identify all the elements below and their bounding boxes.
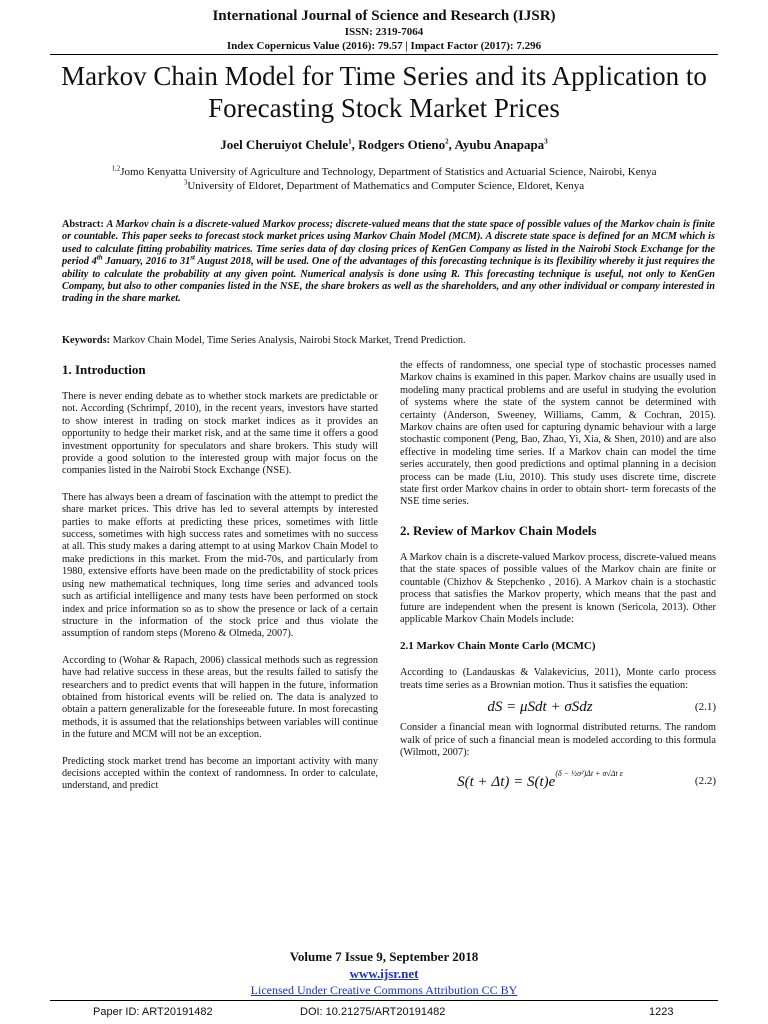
author-list: Joel Cheruiyot Chelule$^1$, Rodgers Otieno$^2$, Ayubu Anapapa$^3$ [220,137,548,152]
author-sup: 1 [348,137,352,146]
equation-number: (2.2) [694,775,716,788]
abstract-text-part: January, 2016 to 31 [102,256,191,268]
keywords [62,335,715,347]
section-heading: 1. Introduction [62,362,146,377]
abstract-text-part: A Markov chain is a discrete-valued Markov process; discrete-valued means that the state space of possible values of the Markov chain is finite or countable. This paper seeks to forecast stock market prices using Markov Chain Model (MCM). A discrete state space is defined for an MCM which is used to calculate fitting probability matrices. Time series data of day closing prices of KenGen Company as listed in the Nairobi Stock Exchange for the period 4 [62,219,715,268]
paragraph: Predicting stock market trend has become an important activity with many decisions accepted within the context of randomness. In order to calculate, understand, and predict [62,755,378,792]
section-heading: 2. Review of Markov Chain Models [400,522,597,538]
abstract-text-part: August 2018, will be used. One of the advantages of this forecasting technique is its flexibility whereby it just requires the ability to calculate the probability at any given point. Numerical analysis is done using R. This forecasting technique is useful, not only to KenGen Company, but also to other companies listed in the NSE, the share brokers as well as the shareholders, and any other individual or company interested in trading in the share market. [62,256,716,305]
paper-id: Paper ID: ART20191482 [93,1006,213,1018]
affiliation-sup: 1,2 [111,164,121,173]
doi: DOI: 10.21275/ART20191482 [300,1006,446,1018]
page-number: 1223 [649,1006,674,1018]
issn: ISSN: 2319-7064 [344,26,424,38]
author-name: Rodgers Otieno [358,137,446,152]
affiliation-text: University of Eldoret, Department of Mathematics and Computer Science, Eldoret, Kenya [187,180,585,192]
abstract-text [62,219,715,304]
equation-lhs: S(t + Δt) = S(t)e [457,774,556,791]
author-sup: 3 [544,137,548,146]
paragraph: There is never ending debate as to whether stock markets are predictable or not. According (Schrimpf, 2010), in the recent years, investors have started to show interest in trading on stock market indices as it provides an opportunity to hedge their market risk, and at the same time it offers a good investment opportunity for speculators and share brokers. This study will provide a good solution to the interested group with major focus on the companies listed in the Nairobi Stock Exchange (NSE). [62,391,378,477]
keywords-label: Keywords: [62,335,111,346]
paragraph: A Markov chain is a discrete-valued Markov process, discrete-valued means that the state spaces of possible values of the Markov chain are finite or countable (Chizhov & Stepchenko , 2016). A Markov chain is a stochastic process that satisfies the Markov property, which means that the past and future are independent when the present is known (Sericola, 2013). Other applicable Markov Chain Models include: [400,551,716,625]
footer-volume: Volume 7 Issue 9, September 2018 [289,949,479,964]
left-column [62,360,378,807]
abstract-label: Abstract: [62,219,104,230]
equation-number: (2.1) [694,700,716,713]
footer-license-link[interactable]: Licensed Under Creative Commons Attribution CC BY [250,983,518,997]
footer-divider [50,1000,718,1001]
author-name: Ayubu Anapapa [454,137,545,152]
abstract-sup: th [96,253,103,262]
keywords-text: Markov Chain Model, Time Series Analysis, Nairobi Stock Market, Trend Prediction. [112,335,466,346]
paragraph: According to (Landauskas & Valakevicius, 2011), Monte carlo process treats time series as a Brownian motion. Thus it satisfies the equation: [400,667,716,691]
header-divider [50,54,718,55]
affiliation-sup: 3 [183,178,188,187]
author-name: Joel Cheruiyot Chelule [220,137,349,152]
abstract-sup: st [190,253,195,262]
paper-title: Markov Chain Model for Time Series and its Application to Forecasting Stock Market Prices [61,61,707,123]
subsection-heading: 2.1 Markov Chain Monte Carlo (MCMC) [400,640,596,653]
affiliation-text: Jomo Kenyatta University of Agriculture and Technology, Department of Statistics and Actuarial Science, Nairobi, Kenya [120,166,657,178]
journal-name: International Journal of Science and Research (IJSR) [212,8,556,24]
equation-body [400,769,680,791]
paragraph: the effects of randomness, one special type of stochastic processes named Markov chains is examined in this paper. Markov chains are usually used in modeling many practical problems and are useful in studying the evolution of systems where the state of the system cannot be determined with certainty (Anderson, Sweeney, Williams, Camm, & Cochran, 2015). Markov chains are often used for capturing dynamic behaviour with a large stochastic component (Peng, Bao, Zhao, Yi, Xia, & Shen, 2010) and are also effective in modeling time series. If a Markov chain can model the time series accurately, then good predictions and optimal planning in a decision process can be made (Liu, 2010). This study uses discrete time, discrete state first order Markov chains in order to obtain short- term forecasts of the NSE time series. [400,360,716,508]
right-column [400,360,716,801]
index-impact: Index Copernicus Value (2016): 79.57 | Impact Factor (2017): 7.296 [226,40,542,52]
equation-body: dS = μSdt + σSdz [487,698,593,715]
affiliation-1 [0,166,768,179]
paragraph: Consider a financial mean with lognormal distributed returns. The random walk of price of such a financial mean is modeled according to this formula (Wilmott, 2007): [400,722,716,758]
equation-2-2 [400,763,716,799]
equation-2-1 [400,694,716,720]
paragraph: There has always been a dream of fascination with the attempt to predict the share market prices. This drive has led to several attempts by interested parties to make efforts at predicting these prices, sometimes with little success, sometimes with high success rates and sometimes with no success at all. This study makes a daring attempt to at using Markov Chain Model to make predictions in this market. From the mid-70s, and particularly from 1980, extensive efforts have been made on the predictability of stock prices using new mathematical techniques, long time series and advanced tools such as artificial intelligence and many tests have been performed on stock index and price information so as to show the presence or lack of a certain structure in the information of the stock price and thus violate the assumption of random steps (Moreno & Olmeda, 2007). [62,491,378,640]
paragraph: According to (Wohar & Rapach, 2006) classical methods such as regression have had relative success in these areas, but the results failed to satisfy the researchers and to predict events that will happen in the future, information obtained from historical events will be relied on. The data is analyzed to obtain a pattern generalizable for the foreseeable future. In most forecasting methods, it is assumed that the relationships between variables will continue in the future and MCM will not be an exception. [62,654,378,741]
affiliation-2 [0,180,768,193]
footer-url-link[interactable]: www.ijsr.net [349,966,419,981]
equation-exponent: (δ − ½σ²)Δt + σ√Δt ε [555,769,623,779]
abstract [62,219,715,306]
author-sup: 2 [445,137,449,146]
